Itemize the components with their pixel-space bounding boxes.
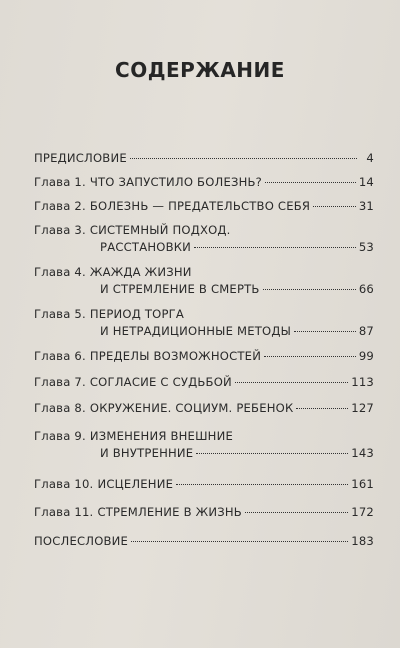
chapter-label: Глава 9.: [34, 429, 86, 443]
chapter-label: Глава 5.: [34, 307, 86, 321]
chapter-label: Глава 7.: [34, 375, 86, 389]
toc-entry-title: ПРЕДИСЛОВИЕ: [34, 151, 127, 165]
page-number: 66: [358, 282, 374, 296]
chapter-label: Глава 3.: [34, 223, 86, 237]
chapter-label: Глава 10.: [34, 477, 94, 491]
page-title: СОДЕРЖАНИЕ: [115, 58, 285, 82]
page-number: 31: [358, 199, 374, 213]
toc-entry-chapter-9: [34, 428, 374, 462]
toc-entry-title-continued: И НЕТРАДИЦИОННЫЕ МЕТОДЫ: [100, 324, 292, 338]
dot-leader: [176, 484, 348, 485]
toc-entry-chapter-11: [34, 504, 374, 521]
toc-entry-title: ИЗМЕНЕНИЯ ВНЕШНИЕ: [89, 429, 233, 443]
page-number: 87: [358, 324, 374, 338]
dot-leader: [245, 512, 348, 513]
toc-entry-title: ПЕРИОД ТОРГА: [89, 307, 185, 321]
toc-entry-chapter-8: [34, 400, 374, 417]
dot-leader: [131, 541, 348, 542]
toc-entry-title: СОГЛАСИЕ С СУДЬБОЙ: [89, 375, 232, 389]
chapter-label: Глава 8.: [34, 401, 86, 415]
page-number: 183: [351, 534, 374, 548]
toc-entry-title-continued: РАССТАНОВКИ: [100, 240, 192, 254]
toc-entry-chapter-3: [34, 222, 374, 256]
dot-leader: [194, 247, 356, 248]
toc-entry-title-continued: И СТРЕМЛЕНИЕ В СМЕРТЬ: [100, 282, 260, 296]
page-number: 99: [358, 349, 374, 363]
page-number: 4: [366, 151, 374, 165]
page-number: 127: [351, 401, 374, 415]
toc-entry-chapter-7: [34, 374, 374, 391]
page-number: 161: [351, 477, 374, 491]
toc-entry-title: ЧТО ЗАПУСТИЛО БОЛЕЗНЬ?: [89, 175, 263, 189]
toc-entry-chapter-5: [34, 306, 374, 340]
toc-entry-title: ЖАЖДА ЖИЗНИ: [89, 265, 192, 279]
page-number: 172: [351, 505, 374, 519]
chapter-label: Глава 2.: [34, 199, 86, 213]
chapter-label: Глава 11.: [34, 505, 94, 519]
page-number: 113: [351, 375, 374, 389]
dot-leader: [235, 382, 348, 383]
toc-entry-title: СИСТЕМНЫЙ ПОДХОД.: [89, 223, 231, 237]
toc-entry-chapter-4: [34, 264, 374, 298]
toc-entry-chapter-1: [34, 174, 374, 191]
page-number: 14: [358, 175, 374, 189]
toc-entry-preface: [34, 150, 374, 167]
dot-leader: [265, 182, 356, 183]
toc-entry-title: ПРЕДЕЛЫ ВОЗМОЖНОСТЕЙ: [89, 349, 262, 363]
toc-entry-chapter-2: [34, 198, 374, 215]
dot-leader: [313, 206, 356, 207]
chapter-label: Глава 6.: [34, 349, 86, 363]
toc-entry-afterword: [34, 533, 374, 550]
chapter-label: Глава 1.: [34, 175, 86, 189]
dot-leader: [196, 453, 348, 454]
toc-entry-title: ПОСЛЕСЛОВИЕ: [34, 534, 129, 548]
chapter-label: Глава 4.: [34, 265, 86, 279]
toc-entry-title: ОКРУЖЕНИЕ. СОЦИУМ. РЕБЕНОК: [89, 401, 294, 415]
dot-leader: [263, 289, 356, 290]
page-number: 53: [358, 240, 374, 254]
toc-entry-title: ИСЦЕЛЕНИЕ: [97, 477, 174, 491]
page-number: 143: [351, 446, 374, 460]
toc-entry-title: БОЛЕЗНЬ — ПРЕДАТЕЛЬСТВО СЕБЯ: [89, 199, 311, 213]
toc-entry-title: СТРЕМЛЕНИЕ В ЖИЗНЬ: [97, 505, 242, 519]
toc-entry-chapter-10: [34, 476, 374, 493]
dot-leader: [294, 331, 356, 332]
toc-entry-chapter-6: [34, 348, 374, 365]
dot-leader: [264, 356, 356, 357]
dot-leader: [296, 408, 348, 409]
toc-entry-title-continued: И ВНУТРЕННИЕ: [100, 446, 194, 460]
dot-leader: [130, 158, 357, 159]
